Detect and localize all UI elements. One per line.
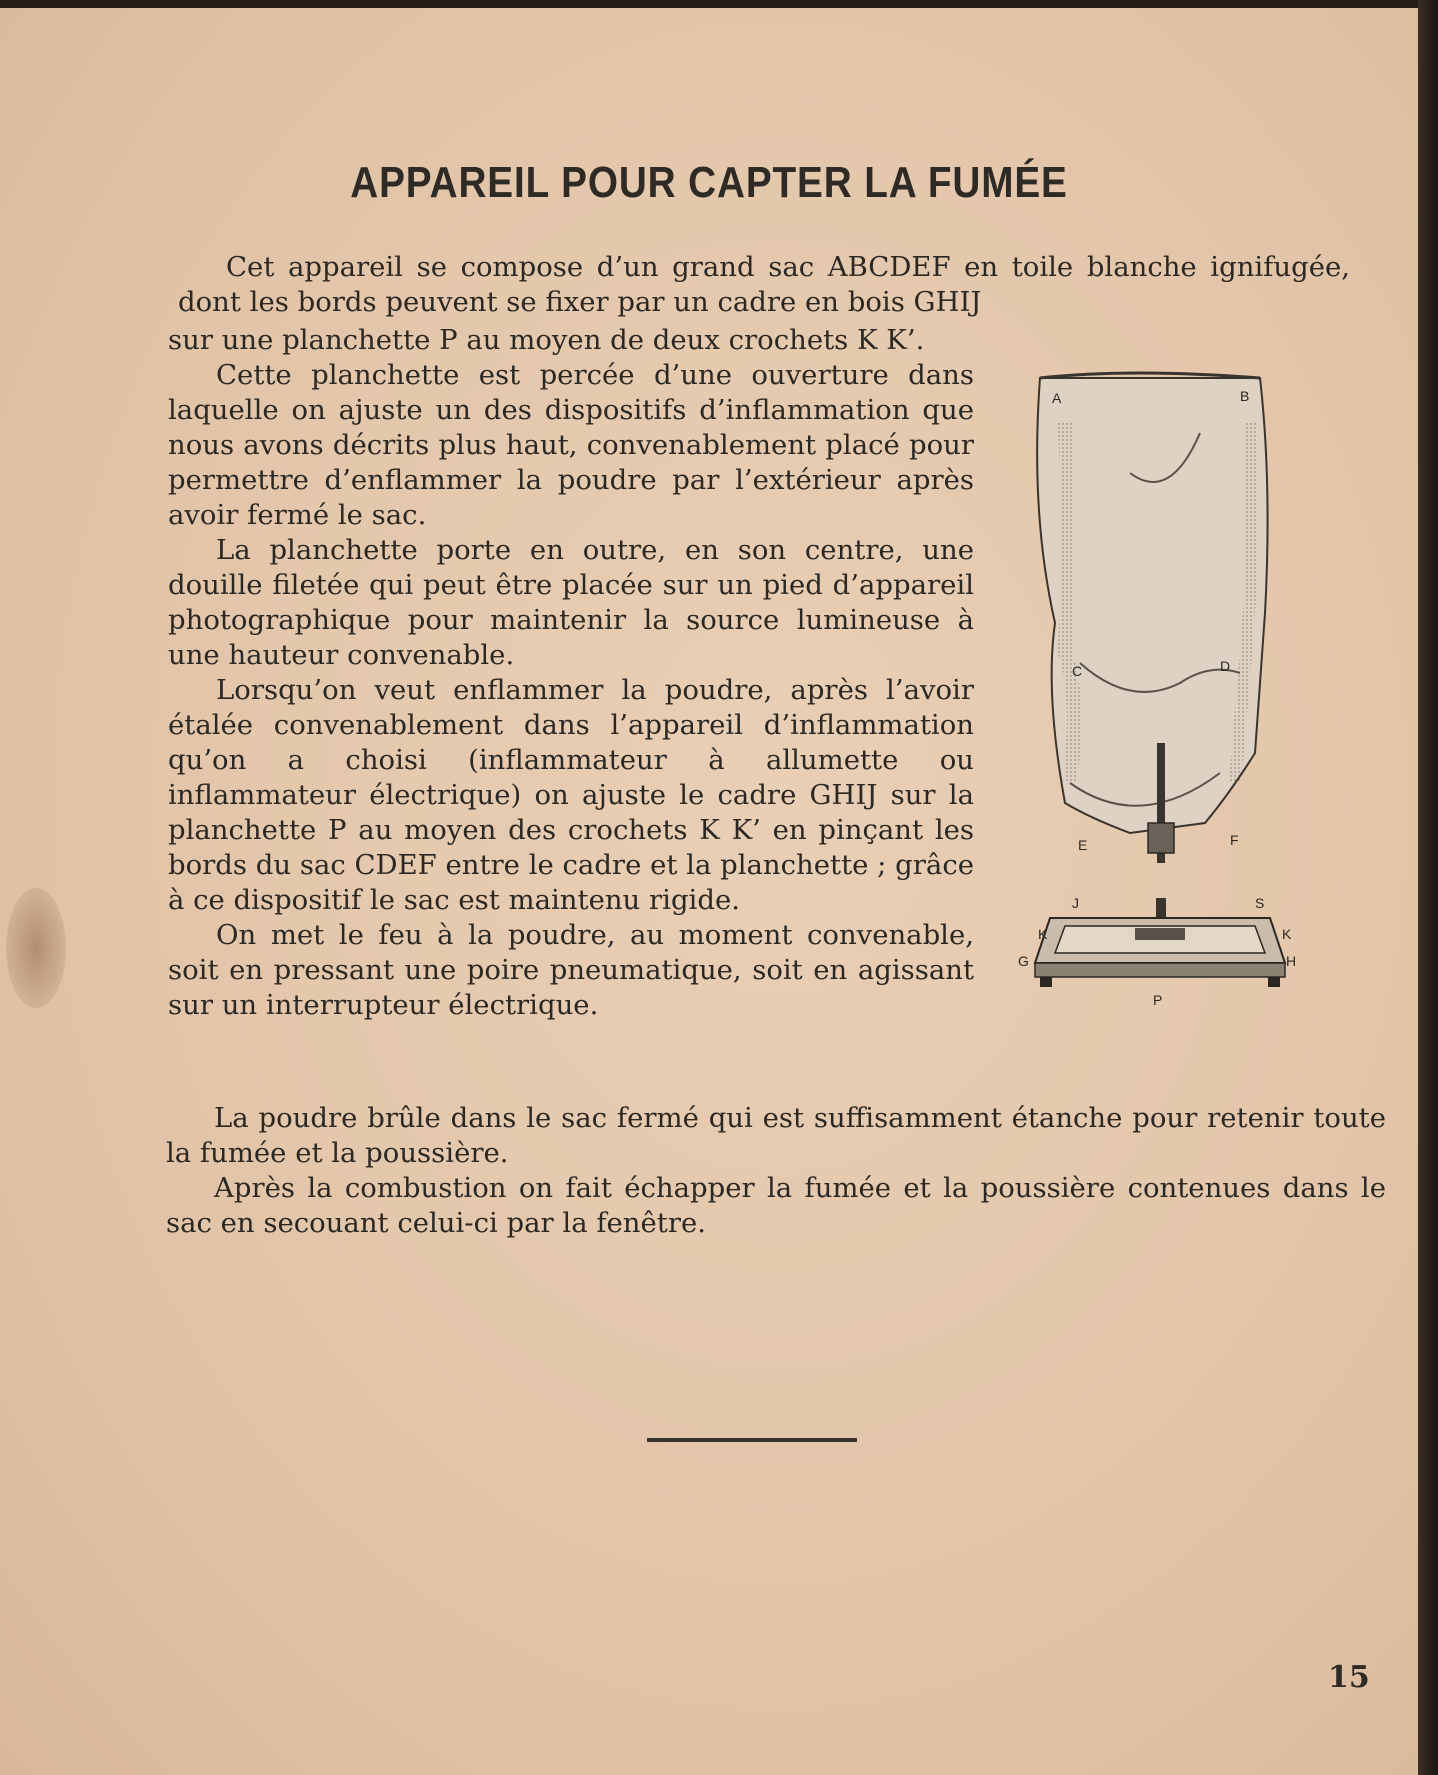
label-f: F [1230,832,1239,848]
label-a: A [1052,390,1062,406]
paragraph-3: La planchette porte en outre, en son centre, une douille filetée qui peut être placée sur un pied d’appareil photographique pour maintenir la source lumineuse à une hauteur convenable. [168,534,974,671]
paragraph-5: On met le feu à la poudre, au moment convenable, soit en pressant une poire pneumatique, soit en agissant sur un interrupteur électrique. [168,919,974,1021]
closing-paragraphs [166,1101,1386,1241]
paragraph-2: Cette planchette est percée d’une ouverture dans laquelle on ajuste un des dispositifs d’inflammation que nous avons décrits plus haut, convenablement placé pour permettre d’enflammer la poudre par l’extérieur après avoir fermé le sac. [168,359,974,531]
label-k-left: K [1038,926,1048,942]
paragraph-1-start: Cet appareil se compose d’un grand sac ABCDEF en toile blanche ignifugée, dont les bords peuvent se fixer par un cadre en bois GHIJ [178,251,1350,318]
label-k-right: K [1282,926,1292,942]
label-h: H [1286,953,1297,969]
smoke-bag-drawing [1010,363,1330,1063]
paragraph-6: La poudre brûle dans le sac fermé qui est suffisamment étanche pour retenir toute la fumée et la poussière. [166,1102,1386,1169]
paragraph-4: Lorsqu’on veut enflammer la poudre, après l’avoir étalée convenablement dans l’appareil d’inflammation qu’on a choisi (inflammateur à allumette ou inflammateur électrique) on ajuste le cadre GHIJ sur la planchette P au moyen des crochets K K’ en pinçant les bords du sac CDEF entre le cadre et la planchette ; grâce à ce dispositif le sac est maintenu rigide. [168,674,974,916]
label-e: E [1078,837,1088,853]
inflammator-device [1148,823,1174,853]
paragraph-7: Après la combustion on fait échapper la fumée et la poussière contenues dans le sac en secouant celui-ci par la fenêtre. [166,1172,1386,1239]
label-g: G [1018,953,1029,969]
text-column [168,323,974,1023]
label-c: C [1072,663,1083,679]
intro-paragraph-top [178,250,1350,320]
label-j: J [1072,895,1079,911]
section-divider [647,1438,857,1442]
label-p: P [1153,992,1163,1008]
label-b: B [1240,388,1250,404]
book-spine-edge [1418,0,1438,1775]
page-number: 15 [1328,1660,1370,1695]
page-title: APPAREIL POUR CAPTER LA FUMÉE [350,158,1068,207]
planchette-p [1035,963,1285,977]
page-stain [6,888,66,1008]
smoke-bag-illustration [1010,363,1330,1063]
paragraph-1-end: sur une planchette P au moyen de deux crochets K K’. [168,324,925,356]
document-page [0,8,1418,1775]
label-d: D [1220,658,1231,674]
label-s: S [1255,895,1265,911]
